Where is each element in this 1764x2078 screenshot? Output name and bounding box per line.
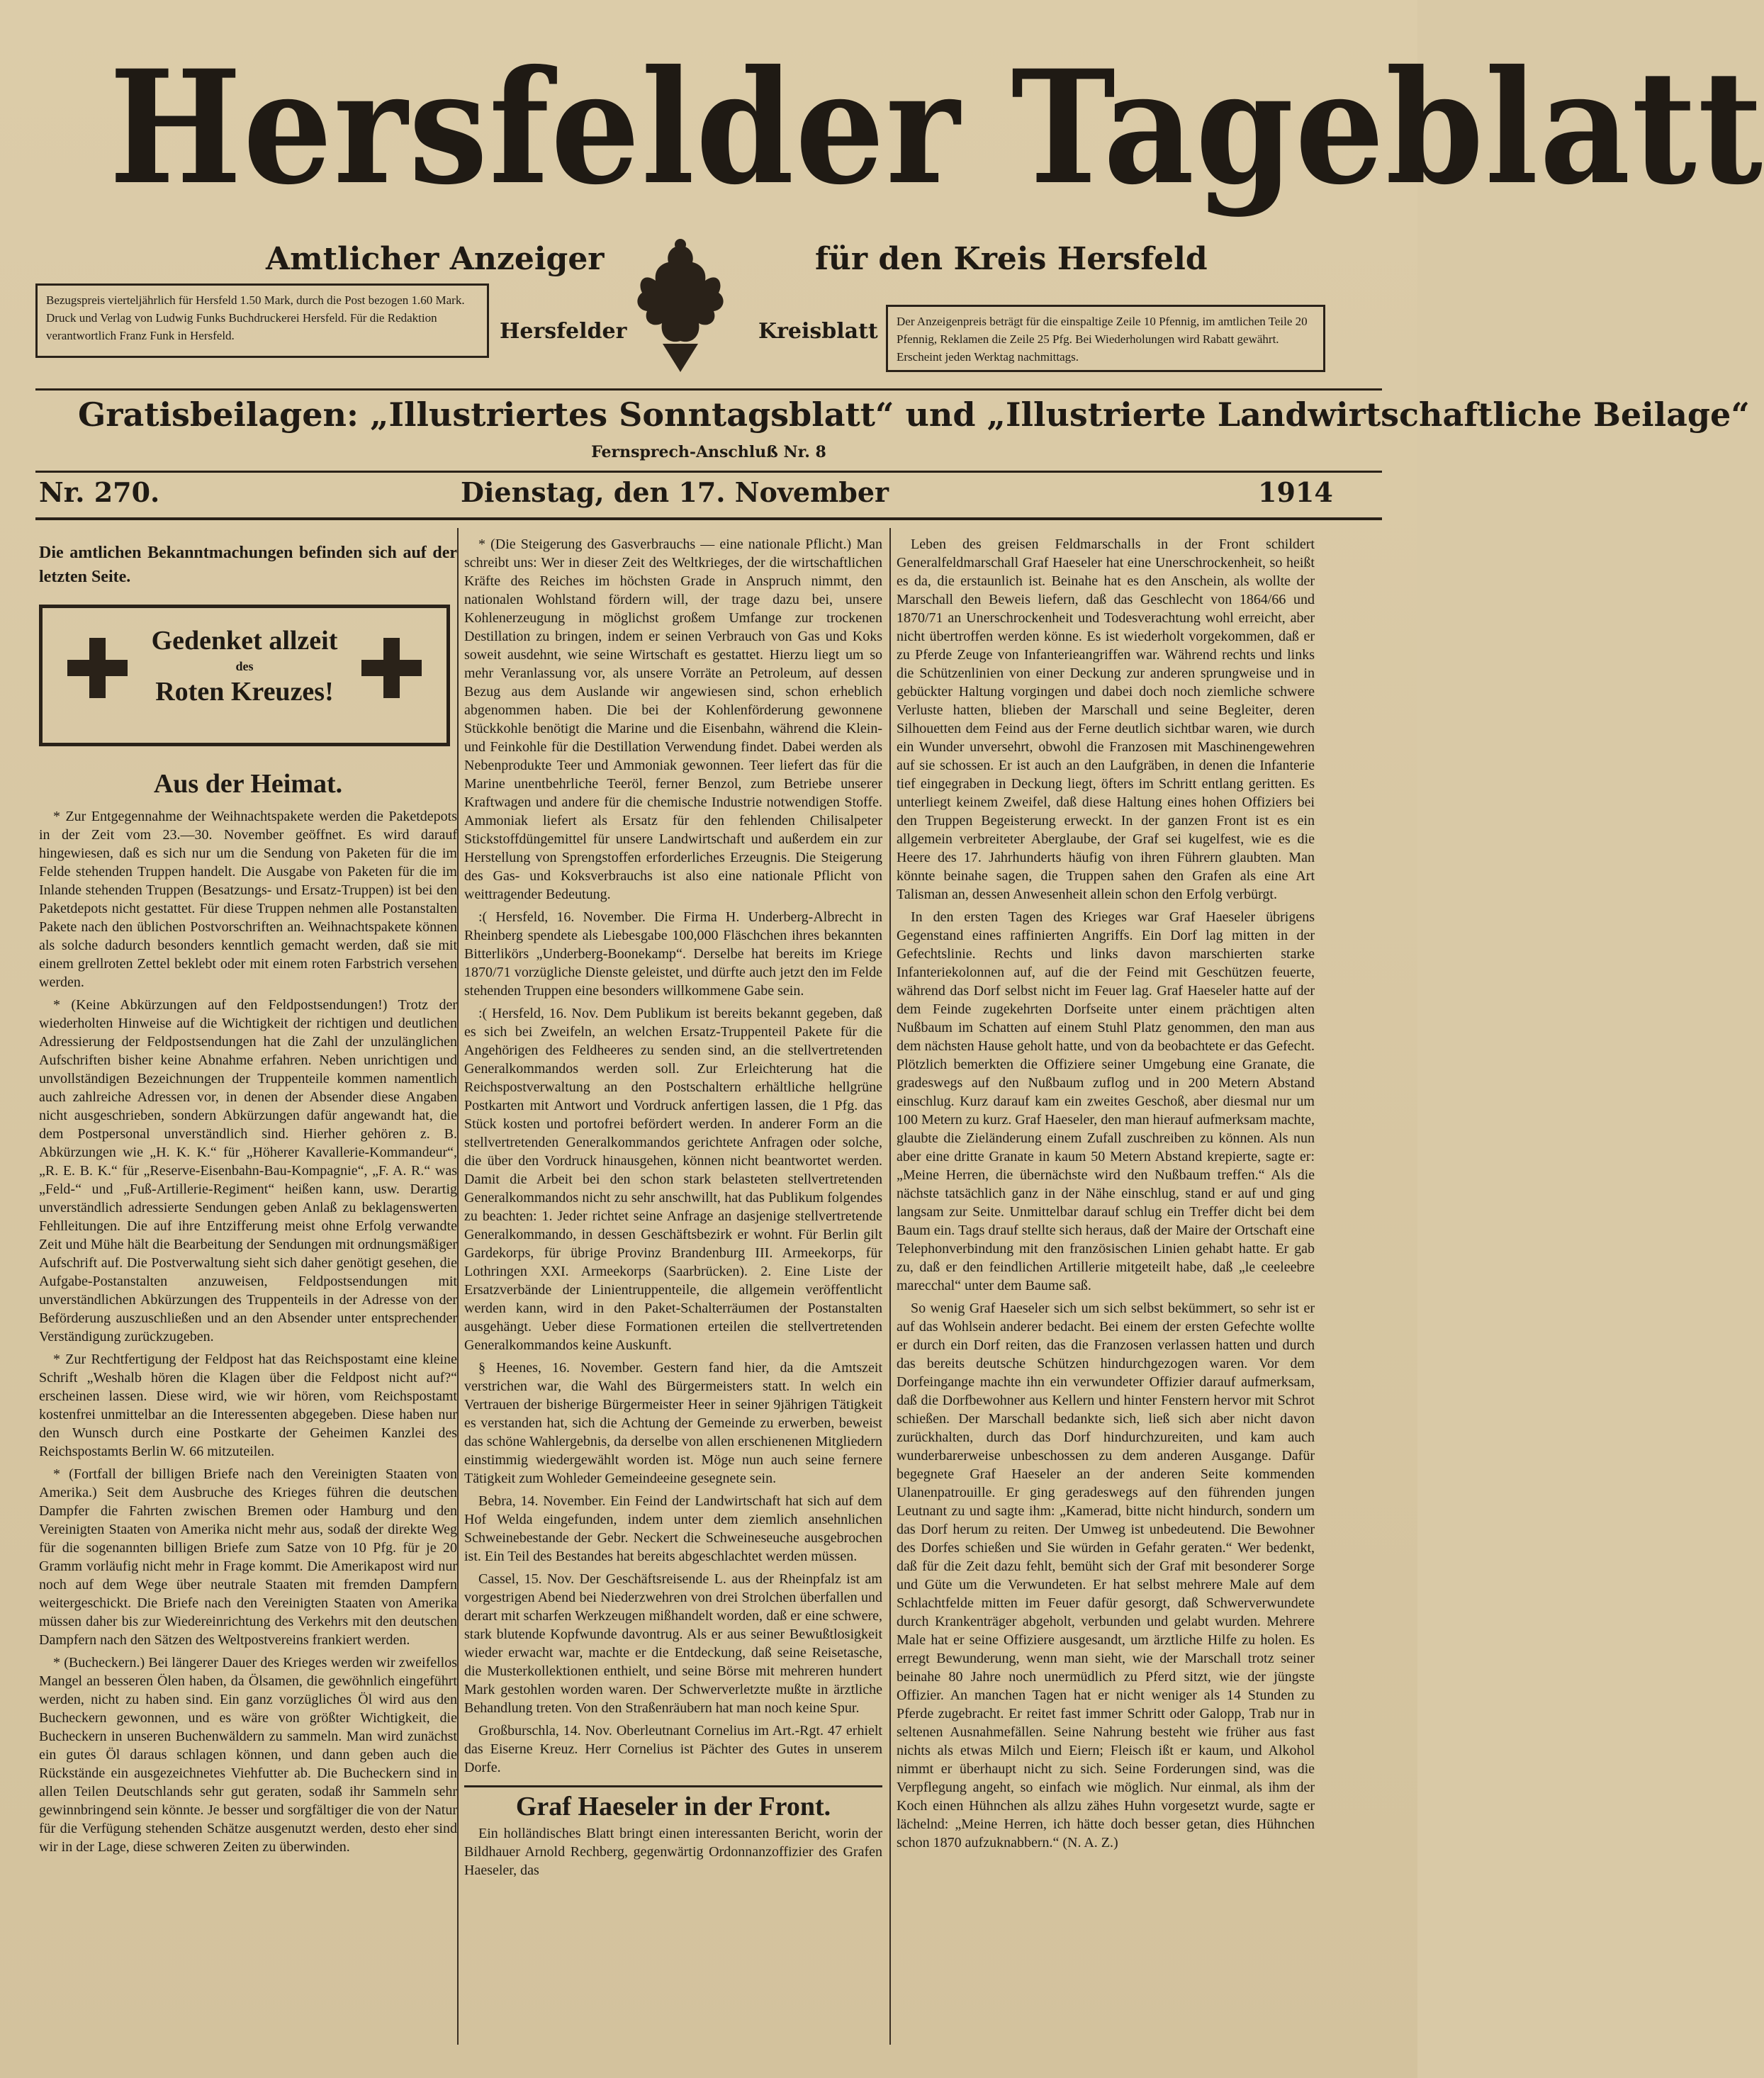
- red-cross-box: [39, 605, 450, 746]
- article-heading: Graf Haeseler in der Front.: [464, 1785, 882, 1816]
- article-paragraph: So wenig Graf Haeseler sich um sich selbst bekümmert, so sehr ist er auf das Wohlsein anderer bedacht. Bei einem der ersten Gefechte wollte er durch ein Dorf reiten, das die Franzosen verlassen hatten und durch das bereits deutsche Schützen hindurchgezogen waren. Vor dem Dorfeingange machte ihn ein verwundeter Offizier darauf aufmerksam, daß die Dorfbewohner aus Kellern und hinter Fenstern hervor mit Schrot schießen. Der Marschall bedankte sich, ließ sich aber nicht davon zurückhalten, durch das Dorf hindurchzureiten, und kam auch wunderbarerweise unbeschossen zu dem anderen Ausgange. Dafür begegnete Graf Haeseler an der anderen Seite kommenden Ulanenpatrouille. Er ging geradeswegs auf den führenden jungen Leutnant zu und sagte ihm: „Kamerad, bitte nicht hindurch, sondern um das Dorf herum zu reiten. Der Umweg ist unbedeutend. Die Bewohner des Dorfes schießen und Sie würden in Gefahr geraten.“ Wer bedenkt, daß für die Zeit dazu fehlt, bemüht sich der Graf mit besonderer Sorge und Güte um die Verwundeten. Er hat selbst mehrere Male auf dem Schlachtfelde mitten im Feuer dafür gesorgt, daß Schwerverwundete durch Krankenträger abgeholt, verbunden und gelabt wurden. Mehrere Male hat er seine Offiziere ausgesandt, um ärztliche Hilfe zu holen. Es erregt Bewunderung, wenn man sieht, wie der Marschall trotz seiner beinahe 80 Jahre noch unermüdlich zu Pferd sitzt, wie der jüngste Offizier. An manchen Tagen hat er nicht weniger als 14 Stunden zu Pferde zugebracht. Er reitet fast immer Schritt oder Galopp, Trab nur in seltenen Ausnahmefällen. Seine Nahrung besteht wie früher aus fast nichts als etwas Milch und Eiern; Fleisch ißt er kaum, und Alkohol nimmt er überhaupt nicht zu sich. Seine Forderungen sind, was die Verpflegung angeht, so einfach wie möglich. Nur einmal, als ihm der Koch einen Hühnchen als allzu zähes Huhn vorgesetzt wurde, sagte er lächelnd: „Meine Herren, ich hätte doch besser getan, dies Hühnchen schon 1870 aufzuknabbern.“ (N. A. Z.): [897, 1301, 1315, 1850]
- issue-number: Nr. 270.: [39, 476, 160, 508]
- article-paragraph: In den ersten Tagen des Krieges war Graf Haeseler übrigens Gegenstand eines raffinierten Angriffs. Ein Dorf lag mitten in der Gefechtslinie. Rechts und links davon marschierten starke Infanteriekolonnen auf, auf die der Feind mit Geschützen feuerte, während das Dorf selbst nicht im Feuer lag. Graf Haeseler hatte auf der dem Feinde zugekehrten Dorfseite unter einem prächtigen alten Nußbaum im Schatten auf einem Stuhl Platz genommen, den man aus dem nächsten Hause geholt hatte, und von da beobachtete er das Gefecht. Plötzlich bemerkten die Offiziere seiner Umgebung eine Granate, die gradeswegs auf den Nußbaum zuflog und in 200 Metern Abstand einschlug. Kurz darauf kam ein zweites Geschoß, aber diesmal nur um 100 Metern zu kurz. Graf Haeseler, den man hierauf aufmerksam machte, glaubte die Zieländerung einem Zufall zuschreiben zu können. Als nun aber eine dritte Granate in kaum 50 Metern Abstand krepierte, sagte er: „Meine Herren, die übernächste wird den Nußbaum treffen.“ Als die nächste tatsächlich ganz in der Nähe einschlug, stand er auf und ging langsam zur Seite. Unmittelbar darauf schlug ein Treffer dicht bei dem Baum ein. Tags drauf stellte sich heraus, daß der Maire der Ortschaft eine Telephonverbindung mit den französischen Linien gehabt hatte. Er gab zu, daß er den feindlichen Artillerie mitgeteilt habe, daß „le ceeleebre marecchal“ unter dem Baume saß.: [897, 909, 1315, 1293]
- article-paragraph: § Heenes, 16. November. Gestern fand hier, da die Amtszeit verstrichen war, die Wahl des Bürgermeisters statt. In welch ein Vertrauen der bisherige Bürgermeister Heer in seiner 9jährigen Tätigkeit es verstanden hat, sich die Achtung der Gemeinde zu erwerben, beweist das schöne Wahlergebnis, da derselbe von allen erschienenen Mitgliedern einstimmig wiedergewählt worden ist. Möge nun auch seine fernere Tätigkeit zum Wohleder Gemeindeeine gesegnete sein.: [464, 1360, 882, 1486]
- article-paragraph: * (Keine Abkürzungen auf den Feldpostsendungen!) Trotz der wiederholten Hinweise auf die Wichtigkeit der richtigen und deutlichen Adressierung der Feldpostsendungen hat die Zahl der unzulänglichen Aufschriften bisher keine Abnahme erfahren. Neben unrichtigen und unvollständigen Bezeichnungen der Truppenteile kommen namentlich auch zahlreiche Adressen vor, in denen der Absender diese Angaben nicht ausgeschrieben, sondern Abkürzungen dafür angewandt hat, die dem Postpersonal unverständlich sind. Hierher gehören z. B. Abkürzungen wie „H. K. K.“ für „Höherer Kavallerie-Kommandeur“, „R. E. B. K.“ für „Reserve-Eisenbahn-Bau-Kompagnie“, „F. A. R.“ was „Feld-“ und „Fuß-Artillerie-Regiment“ heißen kann, usw. Derartig unverständlich adressierte Sendungen geben Anlaß zu beklagenswerten Fehlleitungen. Die auf ihre Entzifferung meist ohne Erfolg verwandte Zeit und Mühe hält die Bearbeitung der Sendungen mit ordnungsmäßiger Aufschrift auf. Die Postverwaltung sieht sich daher genötigt gesehen, die Aufgabe-Postanstalten anzuweisen, Feldpostsendungen mit unverständlichen Abkürzungen des Truppenteils in der Adresse von der Beförderung auszuschließen und an den Absender unter entsprechender Verständigung zurückzugeben.: [39, 997, 457, 1344]
- issue-year: 1914: [1258, 476, 1333, 508]
- cross-small-text: des: [235, 659, 254, 673]
- article-paragraph: Cassel, 15. Nov. Der Geschäftsreisende L. aus der Rheinpfalz ist am vorgestrigen Abend bei Niederzwehren von drei Strolchen überfallen und derart mit scharfen Werkzeugen mißhandelt worden, daß er eine schwere, stark blutende Kopfwunde davontrug. Als er aus seiner Bewußtlosigkeit wieder erwacht war, machte er die Entdeckung, daß seine Reisetasche, die Musterkollektionen enthielt, und seine Börse mit mehreren hundert Mark gestohlen worden waren. Der Schwerverletzte mußte in ärztliche Behandlung treten. Von den Straßenräubern hat man noch keine Spur.: [464, 1571, 882, 1716]
- emblem-label-right: Kreisblatt: [758, 319, 878, 344]
- supplements-line: Gratisbeilagen: „Illustriertes Sonntagsblatt“ und „Illustrierte Landwirtschaftliche Beilage“: [78, 395, 1750, 434]
- issue-date: Dienstag, den 17. November: [461, 476, 889, 508]
- emblem-label-left: Hersfelder: [500, 319, 627, 344]
- subtitle-left: Amtlicher Anzeiger: [266, 241, 605, 277]
- imperial-eagle-icon: [627, 237, 734, 379]
- date-bottom-rule: [35, 517, 1382, 520]
- article-paragraph: Ein holländisches Blatt bringt einen interessanten Bericht, worin der Bildhauer Arnold Rechberg, gegenwärtig Ordonnanzoffizier des Grafen Haeseler, das: [464, 1826, 882, 1878]
- cross-icon: [67, 638, 128, 698]
- article-paragraph: Bebra, 14. November. Ein Feind der Landwirtschaft hat sich auf dem Hof Welda eingefunden, indem unter dem ziemlich ansehnlichen Schweinebestande der Gebr. Neckert die Schweineseuche ausgebrochen ist. Ein Teil des Bestandes hat bereits abgeschlachtet werden müssen.: [464, 1493, 882, 1564]
- article-paragraph: :( Hersfeld, 16. November. Die Firma H. Underberg-Albrecht in Rheinberg spendete als Liebesgabe 100,000 Fläschchen ihres bekannten Bitterlikörs „Underberg-Boonekamp“. Derselbe hat bereits im Kriege 1870/71 vorzügliche Dienste geleistet, und dürfte auch jetzt den im Felde stehenden Truppen eine besonders willkommene Gabe sein.: [464, 909, 882, 999]
- article-paragraph: * (Fortfall der billigen Briefe nach den Vereinigten Staaten von Amerika.) Seit dem Ausbruche des Krieges führen die deutschen Dampfer die Fahrten zwischen Bremen oder Hamburg und den Vereinigten Staaten von Amerika nicht mehr aus, sodaß der direkte Weg für die sogenannten billigen Briefe zum Satze von 10 Pfg. für je 20 Gramm vorläufig nicht mehr in Frage kommt. Die Amerikapost wird nur noch auf dem Wege über neutrale Staaten mit fremden Dampfern weitergeschickt. Die Briefe nach den Vereinigten Staaten von Amerika müssen daher bis zur Wiedereinrichtung des Verkehrs mit den deutschen Dampfern nach den Sätzen des Weltpostvereins frankiert werden.: [39, 1466, 457, 1648]
- newspaper-title: Hersfelder Tageblatt: [109, 35, 1764, 219]
- column-2: [464, 535, 882, 1884]
- article-paragraph: Großburschla, 14. Nov. Oberleutnant Cornelius im Art.-Rgt. 47 erhielt das Eiserne Kreuz. Herr Cornelius ist Pächter des Gutes in unserem Dorfe.: [464, 1723, 882, 1775]
- article-paragraph: :( Hersfeld, 16. Nov. Dem Publikum ist bereits bekannt gegeben, daß es sich bei Zweifeln, an welchen Ersatz-Truppenteil Pakete für die Angehörigen des Feldheeres zu senden sind, an die stellvertretenden Generalkommandos werden soll. Zur Erleichterung hat die Reichspostverwaltung an den Postschaltern erhältliche hellgrüne Postkarten mit Antwort und Vordruck anfertigen lassen, die 1 Pfg. das Stück kosten und portofrei befördert werden. In anderer Form an die stellvertretenden Generalkommandos gerichtete Anfragen oder solche, die über den Vordruck hinausgehen, können nicht beantwortet werden. Damit die Arbeit bei den schon stark belasteten stellvertretenden Generalkommandos nicht zu sehr anschwillt, hat das Publikum folgendes zu beachten: 1. Jeder richtet seine Anfrage an dasjenige stellvertretende Generalkommando, in dessen Geschäftsbezirk er wohnt. Für Berlin gilt Gardekorps, für übrige Provinz Brandenburg III. Armeekorps, für Lothringen XXI. Armeekorps (Saarbrücken). 2. Eine Liste der Ersatzverbände der Linientruppenteile, die allgemein veröffentlicht werden kann, wird in den Paket-Schalterräumen der Postanstalten ausgehängt. Ueber diese Formationen erteilen die stellvertretenden Generalkommandos keine Auskunft.: [464, 1006, 882, 1353]
- cross-top-text: Gedenket allzeit: [151, 626, 338, 656]
- column-divider: [457, 528, 459, 2045]
- article-paragraph: * (Die Steigerung des Gasverbrauchs — eine nationale Pflicht.) Man schreibt uns: Wer in dieser Zeit des Weltkrieges, der die wirtschaftlichen Kräfte des Reiches im höchsten Grade in Anspruch nimmt, den nationalen Wohlstand fördern will, der trage dazu bei, unsere Kohlenerzeugung in möglichst großem Umfange zur trockenen Destillation zu bringen, indem er seinen Verbrauch von Gas und Koks soweit ausdehnt, wie seine Wirtschaft es gestattet. Hierzu liegt um so mehr Veranlassung vor, als unsere Vorräte an Petroleum, auf dessen Bezug aus dem Auslande wir angewiesen sind, schon erheblich abgenommen haben. Die bei der Kohlenförderung gewonnene Stückkohle benötigt die Marine und die Eisenbahn, während die Klein- und Feinkohle für die Destillation Verwendung findet. Dabei werden als Nebenprodukte Teer und Ammoniak gewonnen. Teer liefert das für die Marine unentbehrliche Teeröl, ferner Benzol, zum Betriebe unserer Kraftwagen und andere für die chemische Industrie notwendigen Stoffe. Ammoniak liefert als Ersatz für den fehlenden Chilisalpeter Stickstoffdüngemittel für unsere Landwirtschaft und außerdem ein zur Herstellung von Sprengstoffen erforderliches Erzeugnis. Die Steigerung des Gas- und Koksverbrauchs ist also eine nationale Pflicht von weittragender Bedeutung.: [464, 537, 882, 902]
- column-3: [897, 535, 1315, 1856]
- cross-bottom-text: Roten Kreuzes!: [155, 677, 334, 707]
- subtitle-right: für den Kreis Hersfeld: [815, 241, 1208, 277]
- article-paragraph: * Zur Entgegennahme der Weihnachtspakete werden die Paketdepots in der Zeit vom 23.—30. November geöffnet. Es wird darauf hingewiesen, daß es sich nur um die Sendung von Paketen für die im Felde stehenden Truppen handelt. Die Ausgabe von Paketen für die im Inlande stehenden Truppen (Besatzungs- und Ersatz-Truppen) ist bei den Paketdepots nicht gestattet. Für diese Truppen nehmen alle Postanstalten Pakete nach den üblichen Postvorschriften an. Weihnachtspakete können als solche dadurch besonders kenntlich gemacht werden, daß sie mit einem grellroten Zettel beklebt oder mit einem roten Farbstrich versehen werden.: [39, 809, 457, 990]
- article-paragraph: * (Bucheckern.) Bei längerer Dauer des Krieges werden wir zweifellos Mangel an besseren Ölen haben, da Ölsamen, die gewöhnlich eingeführt werden, nicht zu haben sind. Ein ganz vorzügliches Öl wird aus den Bucheckern gewonnen, und es wäre von größter Wichtigkeit, die Bucheckern in unseren Buchenwäldern zu sammeln. Man wird zunächst ein gutes Öl daraus schlagen können, und dann geben auch die Rückstände ein ausgezeichnetes Viehfutter ab. Die Bucheckern sind in allen Teilen Deutschlands sehr gut geraten, sodaß ihr Sammeln sehr gewinnbringend sein könnte. Je besser und sorgfältiger die von der Natur für die Verfügung stehenden Schätze ausgenutzt werden, desto eher sind wir in der Lage, diese schweren Zeiten zu überwinden.: [39, 1655, 457, 1855]
- phone-line: Fernsprech-Anschluß Nr. 8: [591, 443, 826, 461]
- top-rule: [35, 388, 1382, 391]
- subscription-price-box: Bezugspreis vierteljährlich für Hersfeld 1.50 Mark, durch die Post bezogen 1.60 Mark. Druck und Verlag von Ludwig Funks Buchdruckerei Hersfeld. Für die Redaktion verantwortlich Franz Funk in Hersfeld.: [35, 283, 489, 358]
- article-paragraph: Leben des greisen Feldmarschalls in der Front schildert Generalfeldmarschall Graf Haeseler hat eine Unerschrockenheit, so heißt es da, die erstaunlich ist. Beinahe hat es den Anschein, als wollte der Marschall den Beweis liefern, daß das Geschlecht von 1864/66 und 1870/71 an Unerschrockenheit und Todesverachtung wohl erreicht, aber nicht übertroffen werden könne. Es ist wiederholt vorgekommen, daß er zu Pferde Zeuge von Infanterieangriffen war. Während rechts und links die Schützenlinien von einer Deckung zur anderen sprungweise und in gebückter Haltung vorgingen und dabei doch noch ziemliche schwere Verluste hatten, blieben der Marschall und seine Begleiter, deren Silhouetten dem Feind aus der Ferne deutlich sichtbar waren, wie durch ein Wunder unversehrt, obwohl die Franzosen mit Maschinengewehren auf sie schossen. Er ist auch an den Laufgräben, in denen die Infanterie tief eingegraben in Deckung liegt, öfters im Schritt entlang geritten. Es unterliegt keinem Zweifel, daß diese Haltung eines hohen Offiziers bei den Truppen Begeisterung erweckt. In der ganzen Front ist es ein allgemein verbreiteter Aberglaube, der Graf sei kugelfest, wie es die Heere des 17. Jahrhunderts häufig von ihren Führern glaubten. Man könnte beinahe sagen, die Truppen sahen den Grafen als eine Art Talisman an, dessen Anwesenheit allein schon den Erfolg verbürgt.: [897, 537, 1315, 902]
- section-heading: Aus der Heimat.: [153, 769, 343, 799]
- cross-icon: [361, 638, 422, 698]
- official-notice: Die amtlichen Bekanntmachungen befinden sich auf der letzten Seite.: [39, 544, 457, 586]
- column-1: [39, 535, 457, 1860]
- advertising-price-box: Der Anzeigenpreis beträgt für die einspaltige Zeile 10 Pfennig, im amtlichen Teile 20 Pfennig, Reklamen die Zeile 25 Pfg. Bei Wiederholungen wird Rabatt gewährt. Erscheint jeden Werktag nachmittags.: [886, 305, 1325, 372]
- column-divider: [889, 528, 891, 2045]
- date-top-rule: [35, 471, 1382, 473]
- red-cross-text: [128, 622, 361, 710]
- article-paragraph: * Zur Rechtfertigung der Feldpost hat das Reichspostamt eine kleine Schrift „Weshalb hören die Klagen über die Feldpost nicht auf?“ erscheinen lassen. Diese wird, wie wir hören, vom Reichspostamt kostenfrei unmittelbar an die Interessenten abgegeben. Diese haben nur den Wunsch durch eine Postkarte der Geheimen Kanzlei des Reichspostamts Berlin W. 66 mitzuteilen.: [39, 1352, 457, 1459]
